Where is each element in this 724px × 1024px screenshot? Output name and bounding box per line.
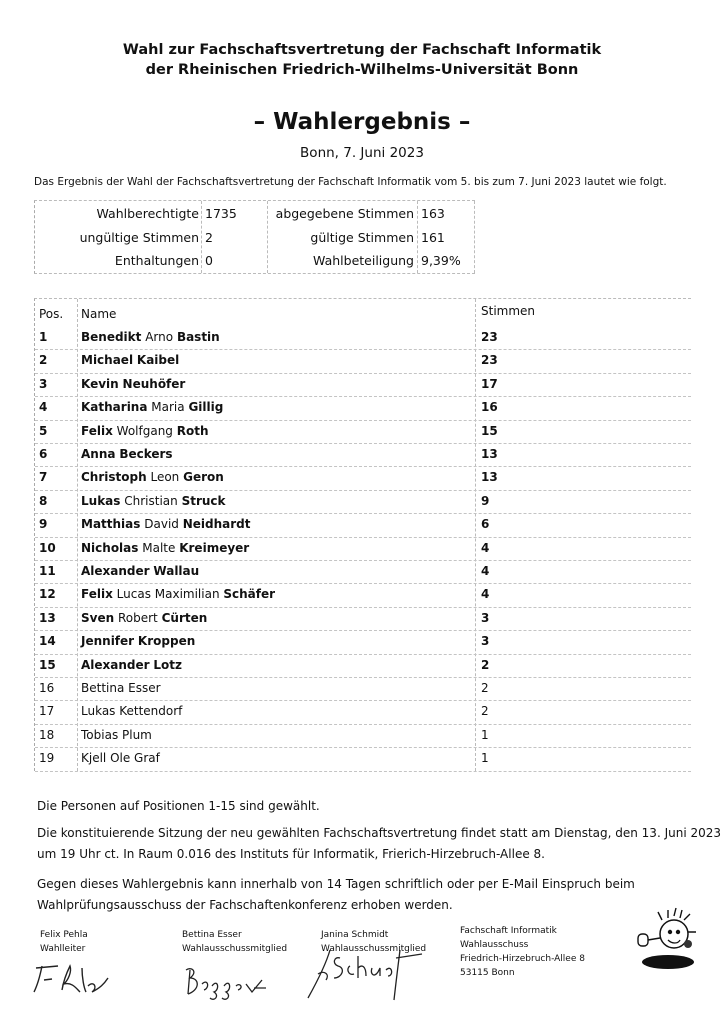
candidate-last-name: Schäfer [223, 587, 276, 602]
row-position: 8 [39, 493, 48, 508]
stat-value-invalid: 2 [205, 230, 213, 245]
candidate-middle-name: Lucas Maximilian [116, 587, 220, 602]
table-row [35, 513, 691, 537]
stat-label-cast: abgegebene Stimmen [275, 206, 414, 221]
row-position: 16 [39, 681, 55, 695]
candidate-middle-name: Leon [150, 470, 180, 485]
row-name [81, 658, 182, 672]
row-position: 4 [39, 400, 48, 415]
row-votes: 2 [481, 681, 489, 695]
row-name [81, 704, 182, 718]
table-row [35, 326, 691, 350]
candidate-first-name: Kevin [81, 376, 119, 391]
row-name [81, 400, 223, 414]
stat-value-cast: 163 [421, 206, 445, 221]
candidate-last-name: Wallau [153, 564, 200, 578]
table-row [35, 443, 691, 467]
row-position: 17 [39, 704, 55, 719]
stat-label-valid: gültige Stimmen [310, 230, 414, 245]
stat-label-eligible: Wahlberechtigte [96, 206, 199, 221]
row-name [81, 751, 160, 765]
candidate-last-name: Lotz [153, 657, 183, 672]
signer-name-1: Felix Pehla [40, 930, 88, 940]
row-votes: 1 [481, 727, 489, 742]
candidate-last-name: Neidhardt [182, 517, 251, 532]
row-votes: 15 [481, 423, 498, 438]
table-row [35, 396, 691, 420]
row-position: 3 [39, 376, 48, 391]
candidate-middle-name: David [144, 517, 179, 532]
candidate-first-name: Matthias [81, 517, 141, 532]
candidate-last-name: Beckers [119, 447, 173, 461]
row-votes: 2 [481, 704, 489, 719]
row-votes: 3 [481, 610, 490, 625]
row-name [81, 611, 207, 625]
row-name [81, 330, 220, 344]
table-row [35, 607, 691, 631]
row-position: 11 [39, 564, 56, 578]
col-header-votes: Stimmen [481, 304, 536, 318]
stat-value-valid: 161 [421, 230, 445, 245]
row-name [81, 424, 209, 438]
candidate-last-name: Roth [176, 423, 209, 438]
row-position: 7 [39, 470, 48, 485]
address-line-1: Fachschaft Informatik [460, 926, 557, 936]
candidate-first-name: Lukas [81, 493, 121, 508]
row-position: 19 [39, 751, 55, 766]
row-name [81, 470, 224, 484]
candidate-middle-name: Christian [124, 493, 178, 508]
candidate-first-name: Benedikt [81, 330, 142, 344]
row-position: 14 [39, 634, 56, 649]
candidate-first-name: Sven [81, 610, 115, 625]
row-votes: 6 [481, 517, 490, 532]
address-block [460, 924, 585, 980]
row-position: 2 [39, 353, 48, 368]
row-name [81, 634, 195, 648]
candidate-last-name: Kroppen [137, 634, 196, 649]
candidate-first-name: Felix [81, 423, 113, 438]
table-row [35, 747, 691, 771]
signature-block-2 [182, 928, 287, 956]
signature-block-1 [40, 928, 88, 956]
row-votes: 4 [481, 587, 490, 602]
page-title: – Wahlergebnis – [253, 109, 471, 135]
row-position: 9 [39, 517, 48, 532]
header-line-1: Wahl zur Fachschaftsvertretung der Fachschaft Informatik [122, 42, 602, 58]
candidate-first-name: Nicholas [81, 540, 139, 555]
meeting-note-line-2: um 19 Uhr ct. In Raum 0.016 des Instituts für Informatik, Frierich-Hirzebruch-Allee 8. [37, 847, 545, 861]
candidate-name: Tobias Plum [81, 727, 152, 742]
stat-label-turnout: Wahlbeteiligung [313, 253, 414, 268]
col-header-name: Name [81, 307, 117, 321]
candidate-middle-name: Robert [117, 610, 158, 625]
address-line-2: Wahlausschuss [460, 940, 529, 950]
row-name [81, 517, 251, 531]
signer-name-2: Bettina Esser [182, 930, 242, 940]
col-header-pos: Pos. [39, 307, 64, 321]
signer-name-3: Janina Schmidt [321, 930, 389, 940]
row-votes: 2 [481, 657, 490, 672]
candidate-first-name: Felix [81, 587, 113, 602]
candidate-first-name: Alexander [81, 657, 150, 672]
row-votes: 1 [481, 751, 489, 766]
results-table [34, 298, 691, 771]
table-row [35, 630, 691, 654]
row-votes: 23 [481, 353, 498, 368]
stat-label-abstentions: Enthaltungen [114, 253, 199, 268]
row-name [81, 377, 185, 391]
row-votes: 23 [481, 330, 498, 344]
table-row [35, 677, 691, 701]
candidate-middle-name: Wolfgang [116, 423, 173, 438]
candidate-last-name: Neuhöfer [122, 376, 186, 391]
signer-role-2: Wahlausschussmitglied [182, 944, 288, 954]
row-position: 5 [39, 423, 48, 438]
row-name [81, 494, 226, 508]
elected-note: Die Personen auf Positionen 1-15 sind gewählt. [37, 799, 320, 813]
objection-note-line-2: Wahlprüfungsausschuss der Fachschaftenkonferenz erhoben werden. [37, 898, 453, 912]
table-row [35, 700, 691, 724]
row-position: 10 [39, 540, 56, 555]
row-name [81, 564, 199, 578]
candidate-first-name: Katharina [81, 400, 148, 415]
row-position: 15 [39, 657, 56, 672]
signature-drawing-1 [28, 958, 138, 998]
table-row [35, 654, 691, 678]
row-name [81, 447, 173, 461]
row-position: 12 [39, 587, 56, 602]
row-votes: 13 [481, 447, 498, 461]
candidate-last-name: Gillig [188, 400, 224, 415]
candidate-last-name: Struck [181, 493, 226, 508]
candidate-first-name: Michael [81, 353, 134, 368]
document-date: Bonn, 7. Juni 2023 [300, 145, 424, 161]
stats-table [34, 200, 475, 274]
candidate-last-name: Bastin [176, 330, 220, 344]
table-row [35, 349, 691, 373]
stat-value-abstentions: 0 [205, 253, 213, 268]
candidate-first-name: Christoph [81, 470, 147, 485]
row-name [81, 728, 152, 742]
table-row [35, 537, 691, 561]
candidate-name: Lukas Kettendorf [81, 704, 183, 719]
candidate-last-name: Geron [183, 470, 224, 485]
objection-note-line-1: Gegen dieses Wahlergebnis kann innerhalb von 14 Tagen schriftlich oder per E-Mail Einspruch beim [37, 877, 635, 891]
candidate-first-name: Jennifer [81, 634, 135, 649]
candidate-first-name: Alexander [81, 564, 150, 578]
meeting-note-line-1: Die konstituierende Sitzung der neu gewählten Fachschaftsvertretung findet statt am Dienstag, den 13. Juni 2023 [37, 826, 722, 840]
stat-value-turnout: 9,39% [421, 253, 461, 268]
candidate-middle-name: Maria [151, 400, 185, 415]
row-name [81, 681, 161, 695]
signer-role-3: Wahlausschussmitglied [321, 944, 427, 954]
candidate-name: Bettina Esser [81, 681, 161, 695]
candidate-first-name: Anna [81, 447, 116, 461]
row-votes: 17 [481, 376, 498, 391]
address-line-4: 53115 Bonn [460, 968, 515, 978]
signature-drawing-3 [300, 944, 440, 1004]
intro-text: Das Ergebnis der Wahl der Fachschaftsvertretung der Fachschaft Informatik vom 5. bis zum 7. Juni 2023 lautet wie folgt. [34, 176, 667, 188]
table-row [35, 560, 691, 584]
row-votes: 4 [481, 564, 490, 578]
table-row [35, 490, 691, 514]
row-position: 6 [39, 447, 48, 461]
row-votes: 16 [481, 400, 498, 415]
candidate-middle-name: Arno [145, 330, 174, 344]
address-line-3: Friedrich-Hirzebruch-Allee 8 [460, 954, 585, 964]
row-name [81, 353, 179, 367]
candidate-middle-name: Malte [142, 540, 176, 555]
row-votes: 4 [481, 540, 490, 555]
candidate-last-name: Kaibel [136, 353, 180, 368]
row-position: 13 [39, 610, 56, 625]
candidate-last-name: Kreimeyer [179, 540, 250, 555]
candidate-name: Kjell Ole Graf [81, 751, 160, 766]
row-votes: 3 [481, 634, 490, 649]
header-line-2: der Rheinischen Friedrich-Wilhelms-Universität Bonn [145, 62, 579, 78]
row-votes: 9 [481, 493, 490, 508]
stat-value-eligible: 1735 [205, 206, 237, 221]
table-row [35, 724, 691, 748]
row-position: 18 [39, 727, 55, 742]
signature-drawing-2 [180, 962, 280, 1002]
mascot-icon [632, 904, 702, 974]
row-name [81, 541, 249, 555]
table-row [35, 583, 691, 607]
candidate-last-name: Cürten [161, 610, 208, 625]
table-row [35, 466, 691, 490]
row-position: 1 [39, 330, 48, 344]
row-votes: 13 [481, 470, 498, 485]
table-row [35, 373, 691, 397]
stat-label-invalid: ungültige Stimmen [79, 230, 199, 245]
signer-role-1: Wahlleiter [40, 944, 86, 954]
row-name [81, 587, 275, 601]
table-row [35, 420, 691, 444]
